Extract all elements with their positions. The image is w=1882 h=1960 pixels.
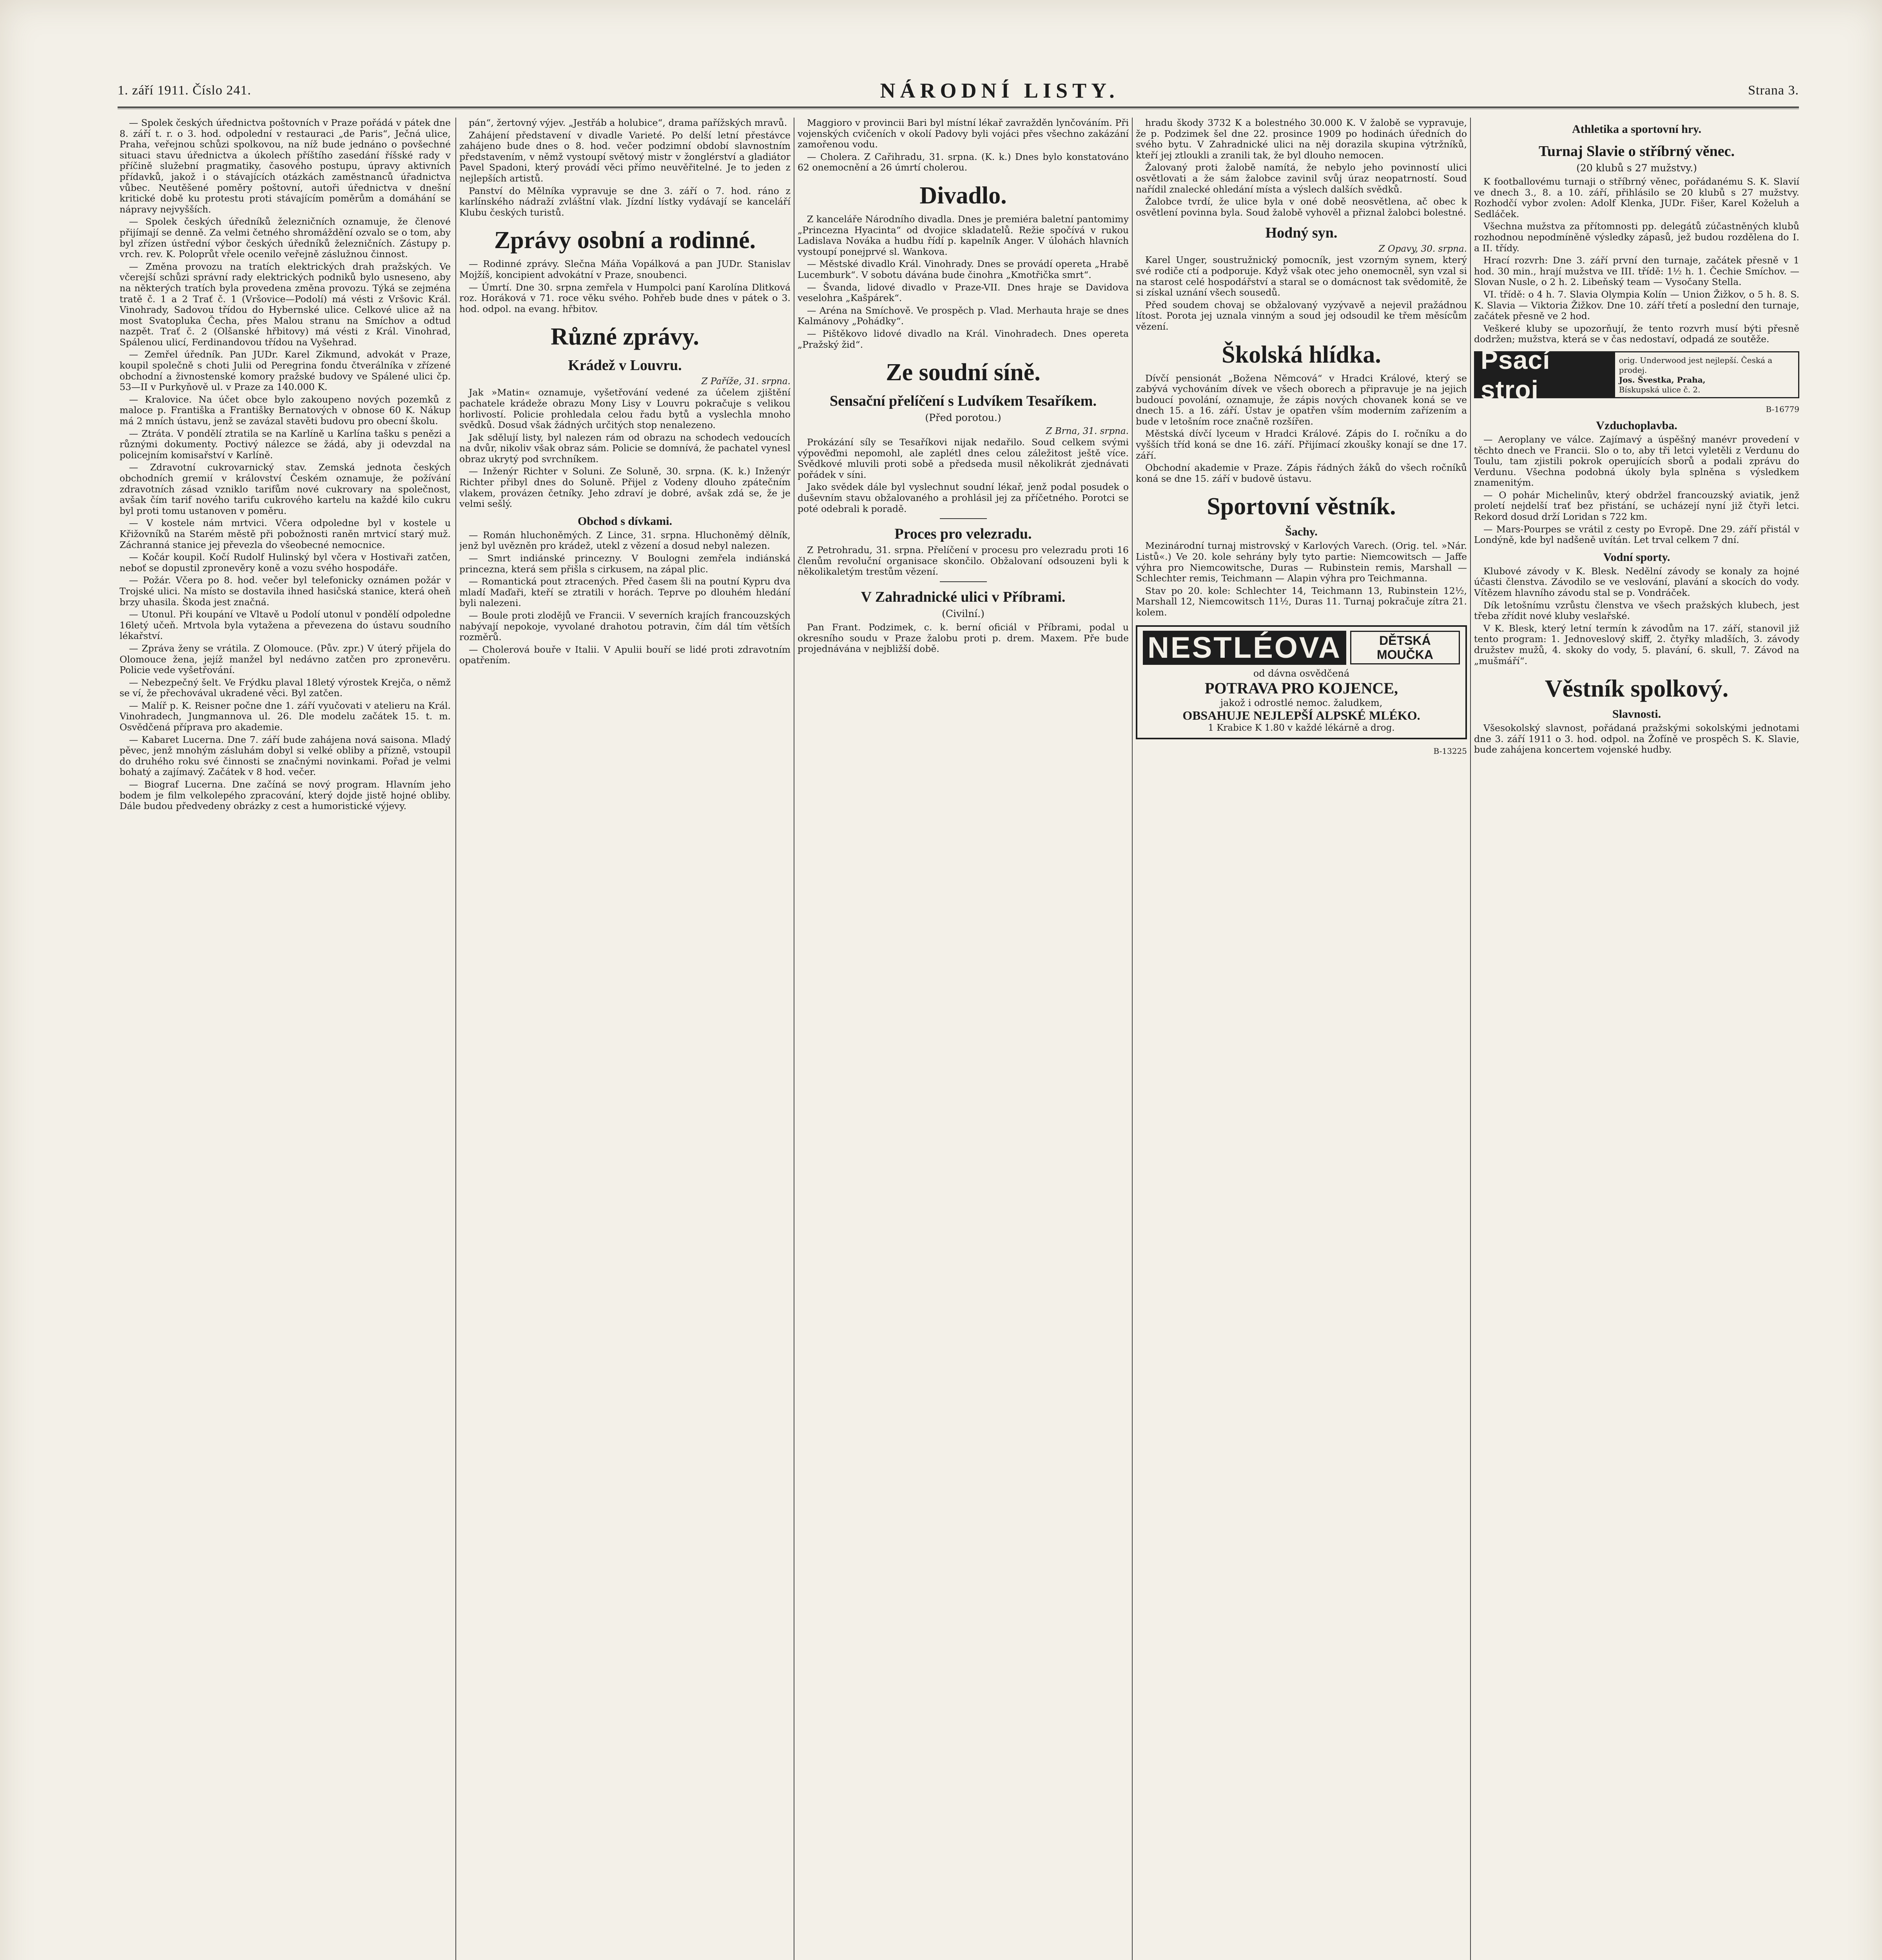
news-item: Jak »Matin« oznamuje, vyšetřování vedené za účelem zjištění pachatele krádeže obrazu Mony Lisy v Louvru pokračuje s velikou horlivostí. Policie prohledala celou řadu bytů a vyslechla mnoho svědků. Dosud však žádných určitých stop nenalezeno. [459,387,791,431]
news-item: Před soudem chovaj se obžalovaný vyzývavě a nejevil pražádnou lítost. Porota jej uznala vinným a soud jej odsoudil ke třem měsícům vězení. [1136,299,1467,332]
section-heading-court: Ze soudní síně. [886,359,1041,386]
nestle-advertisement [1136,625,1467,739]
ad-code: B-13225 [1433,746,1467,756]
separator [940,518,987,519]
section-heading-various: Různé zprávy. [551,323,699,350]
article-subheading: (20 klubů s 27 mužstvy.) [1576,162,1697,174]
ad-line: OBSAHUJE NEJLEPŠÍ ALPSKÉ MLÉKO. [1182,708,1420,722]
issue-date: 1. září 1911. Číslo 241. [118,83,251,98]
ad-line: 1 Krabice K 1.80 v každé lékárně a drog. [1208,722,1395,733]
news-item: — O pohár Michelinův, který obdržel francouzský aviatik, jenž proletí nejdelší trať bez přistání, se ucházejí nyní již čtyři letci. Rekord dosud drží Loridan s 722 km. [1474,489,1799,523]
news-item: Všechna mužstva za přítomnosti pp. delegátů zúčastněných klubů rozhodnou nepodmíněně výsledky zápasů, jež budou rozdělena do I. a II. třídy. [1474,221,1799,254]
news-item: Klubové závody v K. Blesk. Nedělní závody se konaly za hojné účasti členstva. Závodilo se ve veslování, plavání a skocích do vody. Vítězem hlavního závodu stal se p. Vondráček. [1474,565,1799,599]
news-item: Jako svědek dále byl vyslechnut soudní lékař, jenž podal posudek o duševním stavu obžalovaného a prohlásil jej za příčetného. Porotci se poté odebrali k poradě. [798,481,1129,514]
news-item: — V kostele nám mrtvici. Včera odpoledne byl v kostele u Křižovníků na Starém městě při pobožnosti raněn mrtvicí starý muž. Záchranná stanice jej převezla do všeobecné nemocnice. [120,517,451,550]
news-item: — Kralovice. Na účet obce bylo zakoupeno nových pozemků z maloce p. Františka a Františky Bernatových v obnose 60 K. Nákup má 2 mních ústavu, jenž se zavázal stavěti budovu pro obecní školu. [120,394,451,427]
column-4 [1136,118,1467,1960]
news-item: — Kabaret Lucerna. Dne 7. září bude zahájena nová saisona. Mladý pěvec, jenž mnohým zásluhám dobyl si velké obliby a přízně, vstoupil do druhého roku své činnosti se značnými novinkami. Pořad je velmi bohatý a zajímavý. Začátek v 8 hod. večer. [120,734,451,778]
subsection-heading: Obchod s dívkami. [578,514,672,528]
news-item: — Spolek českých úřednictva poštovních v Praze pořádá v pátek dne 8. září t. r. o 3. hod. odpolední v restauraci „de Paris“, Ječná ulice, Praha, veřejnou schůzi spolkovou, na níž bude jednáno o povšechné situaci stavu úřednictva a úkolech příštího zasedání říšské rady v příčině služební pragmatiky, časového postupu, úpravy aktivních přídavků, jakož i o stávajících otázkách zaměstnanců úřadnictva vůbec. Neutěšené poměry poštovní, autoři úřednictva v dnešní kritické době ku protestu proti stávajícím poměrům a domáhání se nápravy nejvyšších. [120,118,451,215]
news-item: — Smrt indiánské princezny. V Boulogni zemřela indiánská princezna, která sem přišla s cirkusem, na zápal plic. [459,553,791,575]
article-heading-treason: Proces pro velezradu. [894,526,1032,543]
article-heading-tesarik: Sensační přelíčení s Ludvíkem Tesaříkem. [830,393,1097,410]
news-item: Dívčí pensionát „Božena Němcová“ v Hradci Králové, který se zabývá vychováním dívek ve všech oborech a připravuje je na jejich budoucí povolání, oznamuje, že zápis nových chovanek koná se ve dnech 15. a 16. září. Ústav je opatřen vším moderním zařízením a bude v letošním roce značně rozšířen. [1136,372,1467,427]
section-heading-aviation: Vzduchoplavba. [1596,419,1677,432]
news-item: — Změna provozu na tratích elektrických drah pražských. Ve včerejší schůzi správní rady elektrických podniků bylo usneseno, aby na některých tratích byla provedena změna provozu. Týká se zejména tratě č. 1 a 2 Trať č. 1 (Vršovice—Podolí) má vésti z Vršovic Král. Vinohrady, Sadovou třídou do Hybernské ulice. Celkové ulice až na most Svatopluka Čecha, přes Malou stranu na Smíchov a odtud nazpět. Trať č. 2 (Olšanské hřbitovy) má vésti z Král. Vinohrad, Spálenou ulicí, Ferdinandovou třídou na Vyšehrad. [120,261,451,348]
news-item: — Zpráva ženy se vrátila. Z Olomouce. (Pův. zpr.) V úterý přijela do Olomouce žena, jejíž manžel byl nedávno zatčen pro zpronevěru. Policie vede vyšetřování. [120,642,451,676]
typewriter-advertisement [1474,345,1799,404]
news-item: — Kočár koupil. Kočí Rudolf Hulinský byl včera v Hostivaři zatčen, neboť se dopustil zpronevěry koně a vozu svého hospodáře. [120,552,451,573]
typewriter-ad-text [1615,352,1798,397]
news-item: Žalovaný proti žalobě namítá, že nebylo jeho povinností ulici osvětlovati a že sám žalobce zavinil svůj úraz neopatrností. Soud nařídil znalecké ohledání místa a výslech dalších svědků. [1136,162,1467,195]
article-heading-pribram: V Zahradnické ulici v Příbrami. [861,589,1066,606]
news-item: — Ztráta. V pondělí ztratila se na Karlíně u Karlína tašku s penězi a různými dokumenty. Poctivý nálezce se žádá, aby ji odevzdal na policejním komisařství v Karlíně. [120,428,451,461]
ad-code: B-16779 [1766,404,1799,414]
newspaper-title: NÁRODNÍ LISTY. [880,79,1119,102]
news-item: Jak sdělují listy, byl nalezen rám od obrazu na schodech vedoucích na dvůr, nikoliv však obraz sám. Policie se domnívá, že pachatel vynesl obraz ukrytý pod svrchníkem. [459,432,791,465]
column-3 [798,118,1129,1960]
running-header [118,77,1799,104]
ad-line: jakož i odrostlé nemoc. žaludkem, [1220,697,1383,708]
article-subheading: (Před porotou.) [925,412,1001,424]
news-item: — Nebezpečný šelt. Ve Frýdku plaval 18letý výrostek Krejča, o němž se ví, že přechovával ukradené věci. Byl zatčen. [120,677,451,699]
news-item: — Cholerová bouře v Italii. V Apulii bouří se lidé proti zdravotním opatřením. [459,644,791,666]
news-item: Mezinárodní turnaj mistrovský v Karlových Varech. (Orig. tel. »Nár. Listů«.) Ve 20. kole sehrány byly tyto partie: Niemcowitsch — Jaffe výhra pro Niemcowitsche, Duras — Rubinstein remis, Marshall — Schlechter remis, Teichmann — Alapin výhra pro Teichmanna. [1136,540,1467,584]
news-item: — Utonul. Při koupání ve Vltavě u Podolí utonul v pondělí odpoledne 16letý učeň. Mrtvola byla vytažena a převezena do ústavu soudního lékařství. [120,609,451,642]
news-item: — Švanda, lidové divadlo v Praze-VII. Dnes hraje se Davidova veselohra „Kašpárek“. [798,281,1129,304]
news-item: pán“, žertovný výjev. „Jestřáb a holubice“, drama pařížských mravů. [469,118,787,128]
page-number: Strana 3. [1748,83,1799,98]
section-heading-associations: Věstník spolkový. [1545,675,1729,702]
news-item: Všesokolský slavnost, pořádaná pražskými sokolskými jednotami dne 3. září 1911 o 3. hod. odpol. na Žofíně ve prospěch S. K. Slavie, bude zahájena koncertem vojenské hudby. [1474,722,1799,755]
ad-line: orig. Underwood jest nejlepší. Česká a prodej. [1619,355,1773,375]
news-item: K footballovému turnaji o stříbrný věnec, pořádanému S. K. Slavií ve dnech 3., 8. a 10. září, přihlásilo se 20 klubů s 27 mužstvy. Rozhodčí vybor zvolen: Adolf Klenka, JUDr. Fišer, Karel Koželuh a Sedláček. [1474,176,1799,220]
news-item: Maggioro v provincii Bari byl místní lékař zavražděn lynčováním. Při vojenských cvičeních v okolí Padovy byli vojáci přes všechno zakázání zamořenou vodu. [798,118,1129,150]
news-item: — Boule proti zlodějů ve Francii. V severních krajích francouzských nabývají nepokoje, vyvolané drahotou potravin, čím dál tím větších rozměrů. [459,610,791,643]
column-rule [1132,118,1133,1960]
news-item: Obchodní akademie v Praze. Zápis řádných žáků do všech ročníků koná se dne 15. září v budově ústavu. [1136,462,1467,484]
news-item: — Rodinné zprávy. Slečna Máňa Vopálková a pan JUDr. Stanislav Mojžíš, koncipient advokátní v Praze, snoubenci. [459,258,791,280]
ad-line: od dávna osvědčená [1253,668,1350,679]
section-heading-school: Školská hlídka. [1222,341,1381,368]
ad-line: Bískupská ulice č. 2. [1619,385,1701,394]
ad-line: Jos. Švestka, Praha, [1619,375,1706,385]
article-heading-tournament: Turnaj Slavie o stříbrný věnec. [1539,143,1735,160]
section-heading-athletics: Athletika a sportovní hry. [1572,123,1702,136]
news-item: Z Petrohradu, 31. srpna. Přelíčení v procesu pro velezradu proti 16 členům revoluční organisace skončilo. Obžalovaní odsouzeni byli k několikaletým trestům vězení. [798,544,1129,577]
news-item: — Romantická pout ztracených. Před časem šli na poutní Kypru dva mladí Maďaři, kteří se ztratili v horách. Teprve po dlouhém hledání byli nalezeni. [459,576,791,609]
news-item: — Městské divadlo Král. Vinohrady. Dnes se provádí opereta „Hrabě Lucemburk“. V sobotu dávána bude činohra „Kmotřička smrt“. [798,258,1129,280]
section-heading-personal: Zprávy osobní a rodinné. [494,227,756,254]
news-item: — Pištěkovo lidové divadlo na Král. Vinohradech. Dnes opereta „Pražský žid“. [798,328,1129,350]
column-rule [455,118,456,1960]
typewriter-ad-title: Psací stroj [1475,352,1615,397]
article-heading-louvre: Krádež v Louvru. [568,357,682,374]
news-item: Karel Unger, soustružnický pomocník, jest vzorným synem, který své rodiče ctí a podporuje. Když však otec jeho onemocněl, syn vzal si na starost celé hospodářství a staral se o domácnost tak svědomitě, že si získal uznání všech sousedů. [1136,254,1467,298]
news-item: — Úmrtí. Dne 30. srpna zemřela v Humpolci paní Karolína Dlitková roz. Horáková v 71. roce věku svého. Pohřeb bude dnes v pátek o 3. hod. odpol. na evang. hřbitov. [459,281,791,314]
news-item: Hrací rozvrh: Dne 3. září první den turnaje, začátek přesně v 1 hod. 30 min., hrají mužstva ve III. třídě: 1½ h. 1. Čechie Smíchov. — Slovan Nusle, o 2 h. 2. Libeňský team — Vysočany Stella. [1474,255,1799,288]
news-item: hradu škody 3732 K a bolestného 30.000 K. V žalobě se vypravuje, že p. Podzimek šel dne 22. prosince 1909 po hodinách úředních do svého bytu. V Zahradnické ulici na něj dorazila skupina výtržníků, kteří jej ztloukli a zranili tak, že byl dlouho nemocen. [1136,118,1467,161]
column-1 [120,118,451,1960]
news-item: Z kanceláře Národního divadla. Dnes je premiéra baletní pantomimy „Princezna Hyacinta“ od dvojice skladatelů. Režie spočívá v rukou Ladislava Nováka a hudbu řídí p. kapelník Anger. V úlohách hlavních vystoupí ponejprvé sl. Wankova. [798,213,1129,257]
dateline: Z Brna, 31. srpna. [1046,426,1129,437]
dateline: Z Opavy, 30. srpna. [1378,244,1467,254]
news-item: Zahájení představení v divadle Varieté. Po delší letní přestávce zahájeno bude dnes o 8. hod. večer podzimní období slavnostním představením, v němž vystoupí světový mistr v žonglérství a gladiátor Pavel Spadoni, který provádí věci přímo neuvěřitelné. Je to jeden z nejlepších artistů. [459,129,791,184]
news-item: — Zdravotní cukrovarnický stav. Zemská jednota českých obchodních gremií v království Českém oznamuje, že požívání zdravotních zásad vzniklo tarifům nové cukrovary na společnost, avšak čím tarif nového tarifu cukrového kartelu na každé kilo cukru byl proti tomu ustanoven v poměru. [120,462,451,516]
nestle-wordmark: NESTLÉOVA [1143,631,1346,665]
news-item: Panství do Mělníka vypravuje se dne 3. září o 7. hod. ráno z karlínského nádraží zvláštní vlak. Jízdní lístky vydávají se kanceláří Klubu českých turistů. [459,185,791,218]
nestle-product-box: DĚTSKÁ MOUČKA [1350,631,1460,664]
column-rule [1470,118,1471,1960]
subsection-heading-celebrations: Slavnosti. [1612,708,1661,721]
news-item: — Aréna na Smíchově. Ve prospěch p. Vlad. Merhauta hraje se dnes Kalmánovy „Pohádky“. [798,305,1129,327]
news-item: Dík letošnímu vzrůstu členstva ve všech pražských klubech, jest třeba zřídit nové kluby veslařské. [1474,599,1799,622]
section-heading-sport: Sportovní věstník. [1207,493,1396,520]
news-item: — Aeroplany ve válce. Zajímavý a úspěšný manévr provedení v těchto dnech ve Francii. Slo o to, aby tři letci vyletěli z Verdunu do Toulu, tam zjistili pokrok operujících sborů a podali zprávu do Verdunu. Všechna podobná úkoly byla splněna s výsledkem znamenitým. [1474,434,1799,488]
news-item: Veškeré kluby se upozorňují, že tento rozvrh musí býti přesně dodržen; mužstva, která se v čas nedostaví, odpadá ze soutěže. [1474,323,1799,345]
news-item: — Cholera. Z Cařihradu, 31. srpna. (K. k.) Dnes bylo konstatováno 62 onemocnění a 26 úmrtí cholerou. [798,151,1129,173]
column-2 [459,118,791,1960]
news-item: Pan Frant. Podzimek, c. k. berní oficiál v Příbrami, podal u okresního soudu v Praze žalobu proti p. drem. Maxem. Pře bude projednávána v nejbližší době. [798,622,1129,655]
news-item: Stav po 20. kole: Schlechter 14, Teichmann 13, Rubinstein 12½, Marshall 12, Niemcowitsch 11½, Duras 11. Turnaj pokračuje zítra 21. kolem. [1136,585,1467,618]
section-heading-water-sports: Vodní sporty. [1603,550,1670,564]
news-item: VI. třídě: o 4 h. 7. Slavia Olympia Kolín — Union Žižkov, o 5 h. 8. S. K. Slavia — Viktoria Žižkov. Dne 10. září třetí a poslední den turnaje, začátek přesně ve 2 hod. [1474,289,1799,322]
news-item: — Inženýr Richter v Soluni. Ze Soluně, 30. srpna. (K. k.) Inženýr Richter přibyl dnes do Soluně. Přijel z Vodeny dlouho zpátečním vlakem, provázen četníky. Jeho zdraví je dobré, avšak zdá se, že je velmi sešlý. [459,466,791,510]
news-item: — Spolek českých úředníků železničních oznamuje, že členové přijímají se denně. Za velmi četného shromáždění ozvalo se o tom, aby byl zřízen ústřední výbor českých úředníků železničních. Zástupy p. vrch. rev. K. Poloprůt vřele ocenilo veřejně záslužnou činnost. [120,216,451,260]
nestle-logo [1143,631,1460,665]
article-subheading: (Civilní.) [942,608,985,620]
header-rule [118,107,1799,109]
news-item: — Zemřel úředník. Pan JUDr. Karel Zikmund, advokát v Praze, koupil společně s choti Julii od Peregrina fondu čtverálníka v zřízené obchodní a živnostenské komory pražské budovy ve Spálené ulici čp. 53—II v Purkyňově ul. v Praze za 140.000 K. [120,349,451,393]
ad-line: POTRAVA PRO KOJENCE, [1204,679,1398,697]
separator [940,581,987,582]
news-item: Žalobce tvrdí, že ulice byla v oné době neosvětlena, ač obec k osvětlení povinna byla. Soud žalobě vyhověl a přiznal žalobci bolestné. [1136,196,1467,218]
news-item: V K. Blesk, který letní termín k závodům na 17. září, stanovil již tento program: 1. Jednoveslový skiff, 2. čtyřky mladších, 3. závody družstev mužů, 4. skoky do vody, 5. plavání, 6. skull, 7. Závod na „mušmáří“. [1474,622,1799,666]
news-item: — Mars-Pourpes se vrátil z cesty po Evropě. Dne 29. září přistál v Londýně, kde byl nadšeně uvítán. Let trval celkem 7 dní. [1474,523,1799,546]
news-item: — Román hluchoněmých. Z Lince, 31. srpna. Hluchoněmý dělník, jenž byl uvězněn pro krádež, utekl z vězení a dosud nebyl nalezen. [459,529,791,552]
section-heading-theatre: Divadlo. [919,182,1007,209]
news-item: Městská dívčí lyceum v Hradci Králové. Zápis do I. ročníku a do vyšších tříd koná se dne 16. září. Přijímací zkoušky konají se dne 17. září. [1136,428,1467,461]
article-heading-son: Hodný syn. [1265,225,1338,241]
news-item: Prokázání síly se Tesaříkovi nijak nedařilo. Soud celkem svými výpověďmi nepomohl, ale zaplétl dnes celou záležitost ještě více. Svědkové mluvili proti sobě a předseda musil několikrát zjednávati pořádek v síni. [798,437,1129,480]
news-item: — Malíř p. K. Reisner počne dne 1. září vyučovati v atelieru na Král. Vinohradech, Jungmannova ul. 26. Dle modelu začátek 15. t. m. Osvědčená příprava pro akademie. [120,700,451,733]
news-item: — Biograf Lucerna. Dne začíná se nový program. Hlavním jeho bodem je film velkolepého zpracování, který dojde jistě hojné obliby. Dále budou předvedeny obrázky z cest a humoristické výjevy. [120,779,451,812]
news-item: — Požár. Včera po 8. hod. večer byl telefonicky oznámen požár v Trojské ulici. Na místo se dostavila ihned hasičská stanice, která oheň brzy uhasila. Škoda jest značná. [120,575,451,608]
dateline: Z Paříže, 31. srpna. [701,376,791,387]
subsection-heading-chess: Šachy. [1285,525,1318,539]
column-5 [1474,118,1799,1960]
